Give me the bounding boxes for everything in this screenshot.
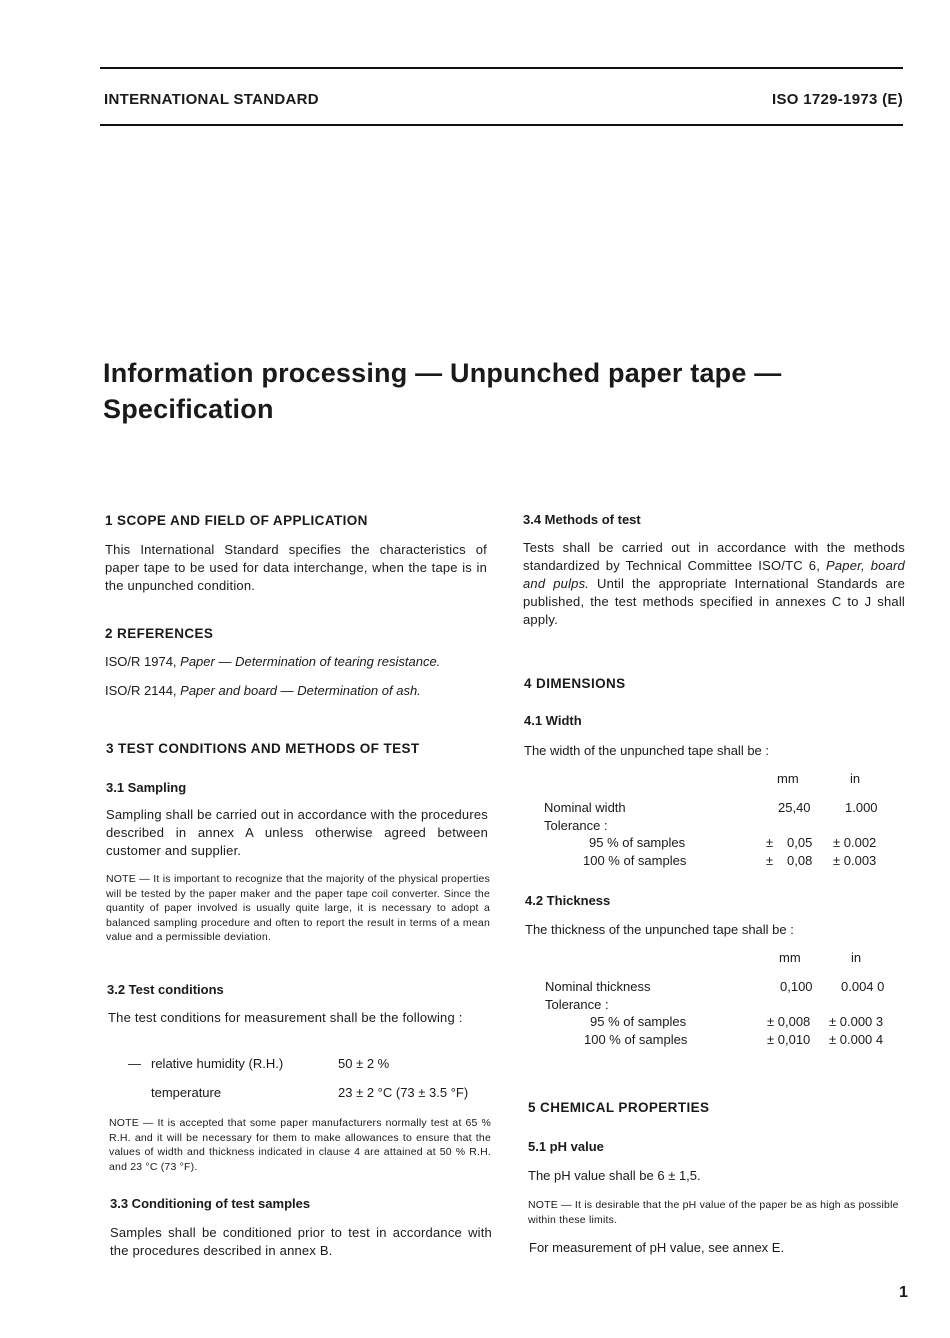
thickness-100-label: 100 % of samples <box>584 1032 688 1047</box>
section-3-1-heading: 3.1 Sampling <box>106 780 187 795</box>
section-3-4-text-a: Tests shall be carried out in accordance with the methods standardized by Technical Committee ISO/TC 6, <box>523 540 905 573</box>
section-2-heading: 2 REFERENCES <box>105 626 214 641</box>
reference-2-title: Paper and board — Determination of ash. <box>180 683 421 698</box>
section-3-4-text <box>523 539 905 629</box>
width-col-mm: mm <box>777 771 799 786</box>
section-3-4-committee-title: Paper, board and pulps. <box>523 558 905 591</box>
document-title <box>103 355 883 427</box>
section-4-1-heading: 4.1 Width <box>524 713 582 728</box>
section-5-1-text: The pH value shall be 6 ± 1,5. <box>528 1168 701 1183</box>
nominal-width-in: 1.000 <box>845 800 878 815</box>
width-95-mm: 0,05 <box>787 835 813 850</box>
width-col-in: in <box>850 771 861 786</box>
relative-humidity-value: 50 ± 2 % <box>338 1056 390 1071</box>
width-95-in: ± 0.002 <box>833 835 877 850</box>
section-3-2-heading: 3.2 Test conditions <box>107 982 224 997</box>
section-3-heading: 3 TEST CONDITIONS AND METHODS OF TEST <box>106 741 420 756</box>
width-100-label: 100 % of samples <box>583 853 687 868</box>
section-5-1-reference: For measurement of pH value, see annex E. <box>529 1240 785 1255</box>
width-95-label: 95 % of samples <box>589 835 686 850</box>
condition-dash: — <box>128 1056 141 1071</box>
section-3-3-heading: 3.3 Conditioning of test samples <box>110 1196 311 1211</box>
section-3-1-text: Sampling shall be carried out in accordance with the procedures described in annex A unless otherwise agreed between customer and supplier. <box>106 807 488 858</box>
thickness-tolerance-label: Tolerance : <box>545 997 609 1012</box>
thickness-col-in: in <box>851 950 862 965</box>
nominal-width-label: Nominal width <box>544 800 626 815</box>
section-5-1-heading: 5.1 pH value <box>528 1139 604 1154</box>
reference-1-title: Paper — Determination of tearing resistance. <box>180 654 441 669</box>
width-100-plusminus: ± <box>766 853 774 868</box>
section-3-1-note: NOTE — It is important to recognize that the majority of the physical properties will be tested by the paper maker and the paper tape coil converter. Since the quantity of paper involved is usually quite large, it is necessary to adopt a balanced sampling procedure and often to report the result in terms of a mean value and a permissible deviation. <box>106 873 490 943</box>
section-3-4-text-c: Until the appropriate International Standards are published, the test methods specified in annexes C to J shall apply. <box>523 576 905 627</box>
section-4-2-heading: 4.2 Thickness <box>525 893 611 908</box>
nominal-thickness-in: 0.004 0 <box>841 979 885 994</box>
relative-humidity-label: relative humidity (R.H.) <box>151 1056 284 1071</box>
page-number: 1 <box>899 1284 908 1301</box>
section-3-2-note: NOTE — It is accepted that some paper manufacturers normally test at 65 % R.H. and it will be necessary for them to make allowances to ensure that the values of width and thickness indicated in clause 4 are attained at 50 % R.H. and 23 °C (73 °F). <box>109 1117 491 1173</box>
reference-iso-r-2144 <box>105 683 421 698</box>
section-5-heading: 5 CHEMICAL PROPERTIES <box>528 1100 710 1115</box>
top-rule <box>100 67 903 69</box>
header-document-number: ISO 1729-1973 (E) <box>771 91 903 108</box>
thickness-95-in: ± 0.000 3 <box>829 1014 884 1029</box>
nominal-thickness-mm: 0,100 <box>780 979 813 994</box>
width-95-plusminus: ± <box>766 835 774 850</box>
thickness-95-mm: ± 0,008 <box>767 1014 811 1029</box>
reference-iso-r-1974 <box>105 654 440 669</box>
nominal-thickness-label: Nominal thickness <box>545 979 651 994</box>
header-rule <box>100 124 903 126</box>
section-5-1-note: NOTE — It is desirable that the pH value of the paper be as high as possible within these limits. <box>528 1199 899 1226</box>
section-4-heading: 4 DIMENSIONS <box>524 676 626 691</box>
width-tolerance-label: Tolerance : <box>544 818 608 833</box>
section-4-2-text: The thickness of the unpunched tape shall be : <box>525 922 794 937</box>
reference-1-number: ISO/R 1974, <box>105 654 181 669</box>
temperature-value: 23 ± 2 °C (73 ± 3.5 °F) <box>338 1085 469 1100</box>
reference-2-number: ISO/R 2144, <box>105 683 181 698</box>
section-3-4-heading: 3.4 Methods of test <box>523 512 641 527</box>
section-4-1-text: The width of the unpunched tape shall be : <box>524 743 770 758</box>
nominal-width-mm: 25,40 <box>778 800 811 815</box>
title-line-2: Specification <box>103 394 274 424</box>
header-standard-label: INTERNATIONAL STANDARD <box>104 91 319 108</box>
section-1-text: This International Standard specifies the characteristics of paper tape to be used for data interchange, when the tape is in the unpunched condition. <box>105 542 487 593</box>
thickness-95-label: 95 % of samples <box>590 1014 687 1029</box>
width-100-in: ± 0.003 <box>833 853 877 868</box>
section-3-3-text: Samples shall be conditioned prior to test in accordance with the procedures described in annex B. <box>110 1225 492 1258</box>
thickness-100-in: ± 0.000 4 <box>829 1032 884 1047</box>
thickness-100-mm: ± 0,010 <box>767 1032 811 1047</box>
title-line-1: Information processing — Unpunched paper tape — <box>103 358 782 388</box>
width-100-mm: 0,08 <box>787 853 813 868</box>
section-1-heading: 1 SCOPE AND FIELD OF APPLICATION <box>105 513 368 528</box>
temperature-label: temperature <box>151 1085 222 1100</box>
section-3-2-text: The test conditions for measurement shall be the following : <box>108 1010 463 1025</box>
thickness-col-mm: mm <box>779 950 801 965</box>
